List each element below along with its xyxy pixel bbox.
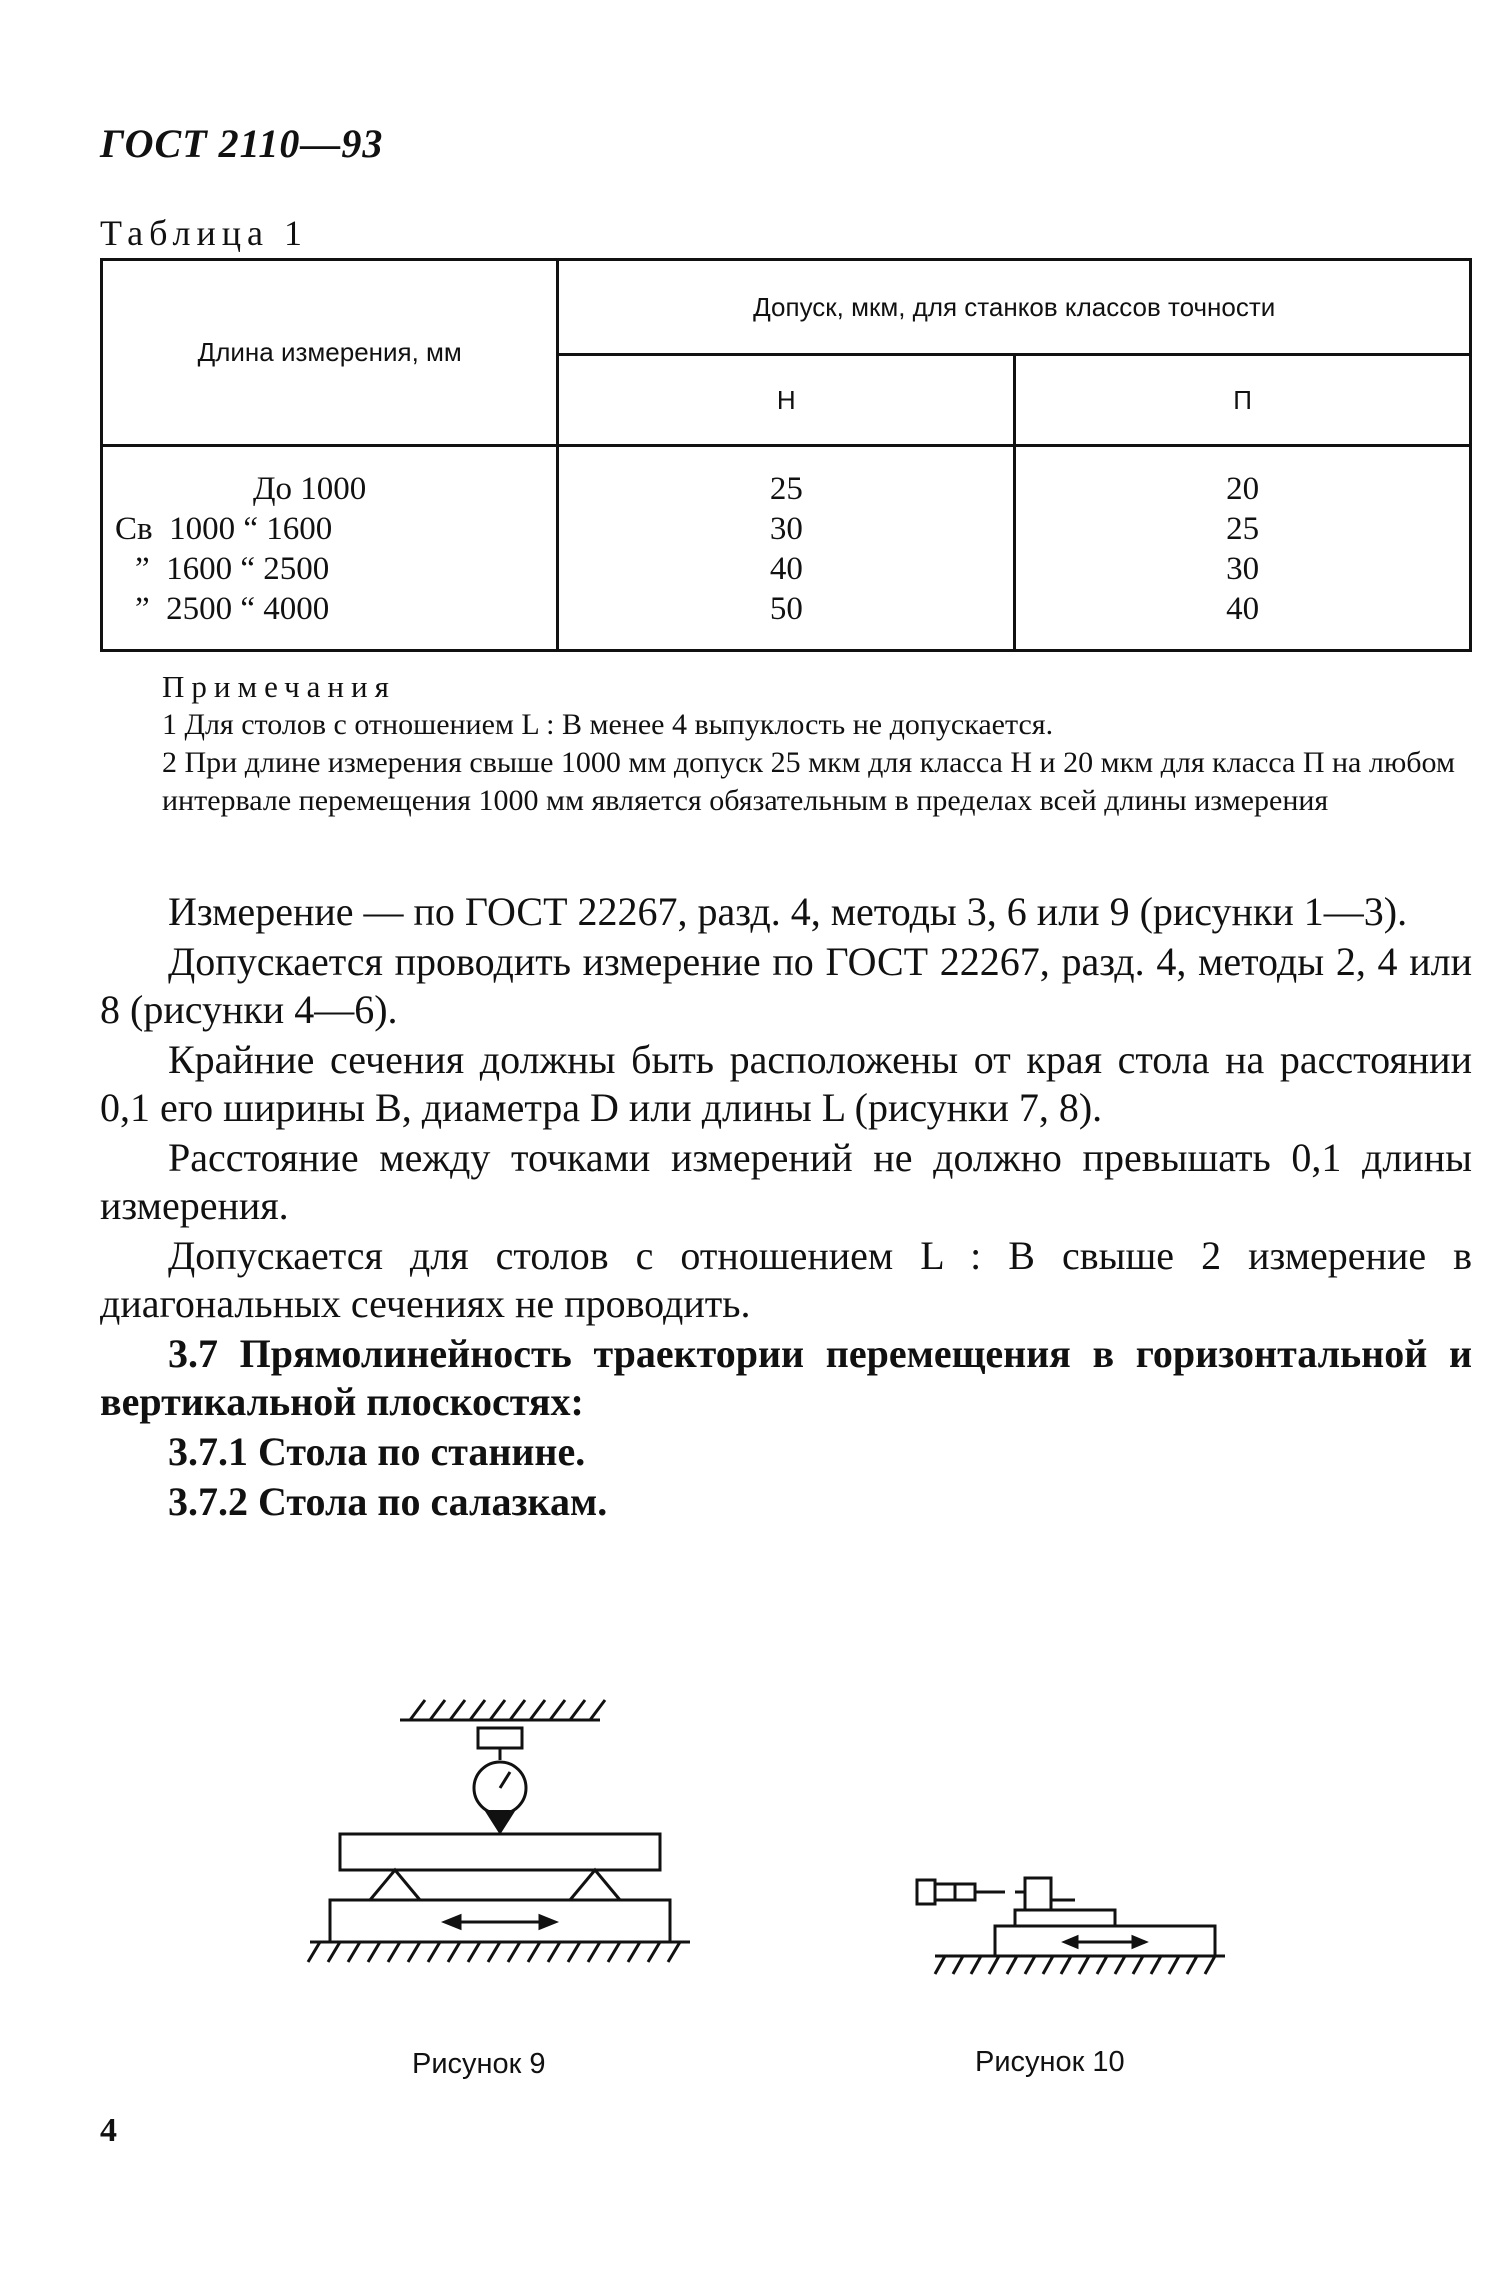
- paragraph: Измерение — по ГОСТ 22267, разд. 4, методы 3, 6 или 9 (рисунки 1—3).: [168, 889, 1408, 934]
- figure-10-label: Рисунок 10: [975, 2046, 1125, 2078]
- document-header: ГОСТ 2110—93: [100, 121, 384, 166]
- length-value: ” 1600 “ 2500: [135, 551, 330, 587]
- section-heading-3-7-2: 3.7.2 Стола по салазкам.: [168, 1479, 608, 1524]
- figure-9-label: Рисунок 9: [412, 2048, 546, 2080]
- tolerance-value: 40: [769, 551, 803, 587]
- class-p-header: П: [1015, 355, 1471, 446]
- length-column-header: Длина измерения, мм: [102, 260, 558, 446]
- section-heading-3-7-1: 3.7.1 Стола по станине.: [168, 1429, 586, 1474]
- length-value: Св 1000 “ 1600: [115, 511, 333, 547]
- table-caption: Таблица 1: [100, 213, 308, 253]
- paragraph: Крайние сечения должны быть расположены от края стола на расстоянии 0,1 его ширины B, диаметра D или длины L (рисунки 7, 8).: [100, 1037, 1472, 1130]
- figure-10-drawing: [905, 1860, 1235, 2020]
- body-text: [100, 888, 1472, 1528]
- section-heading-3-7: 3.7 Прямолинейность траектории перемещения в горизонтальной и вертикальной плоскостях:: [100, 1331, 1472, 1424]
- tolerance-column-header: Допуск, мкм, для станков классов точности: [558, 260, 1471, 355]
- tolerance-value: 50: [769, 591, 803, 627]
- notes-title: Примечания: [162, 669, 396, 704]
- length-cell: [102, 446, 558, 651]
- tolerance-value: 25: [769, 471, 803, 507]
- tolerance-value: 30: [769, 511, 803, 547]
- length-value: ” 2500 “ 4000: [135, 591, 330, 627]
- note-1: 1 Для столов с отношением L : B менее 4 выпуклость не допускается.: [162, 708, 1054, 741]
- table-notes: [162, 668, 1472, 820]
- note-2: 2 При длине измерения свыше 1000 мм допуск 25 мкм для класса Н и 20 мкм для класса П на любом интервале перемещения 1000 мм является обязательным в пределах всей длины измерения: [162, 746, 1455, 817]
- tolerance-value: 40: [1226, 591, 1260, 627]
- paragraph: Допускается проводить измерение по ГОСТ 22267, разд. 4, методы 2, 4 или 8 (рисунки 4—6).: [100, 939, 1472, 1032]
- figure-9-drawing: [300, 1690, 700, 2010]
- length-value: До 1000: [253, 471, 367, 507]
- paragraph: Расстояние между точками измерений не должно превышать 0,1 длины измерения.: [100, 1135, 1472, 1228]
- class-h-header: Н: [558, 355, 1015, 446]
- tolerance-value: 20: [1226, 471, 1260, 507]
- paragraph: Допускается для столов с отношением L : B свыше 2 измерение в диагональных сечениях не проводить.: [100, 1233, 1472, 1326]
- tolerance-value: 30: [1226, 551, 1260, 587]
- class-p-values: [1015, 446, 1471, 651]
- class-h-values: [558, 446, 1015, 651]
- tolerance-table: [100, 258, 1472, 652]
- page-number: 4: [100, 2112, 117, 2149]
- tolerance-value: 25: [1226, 511, 1260, 547]
